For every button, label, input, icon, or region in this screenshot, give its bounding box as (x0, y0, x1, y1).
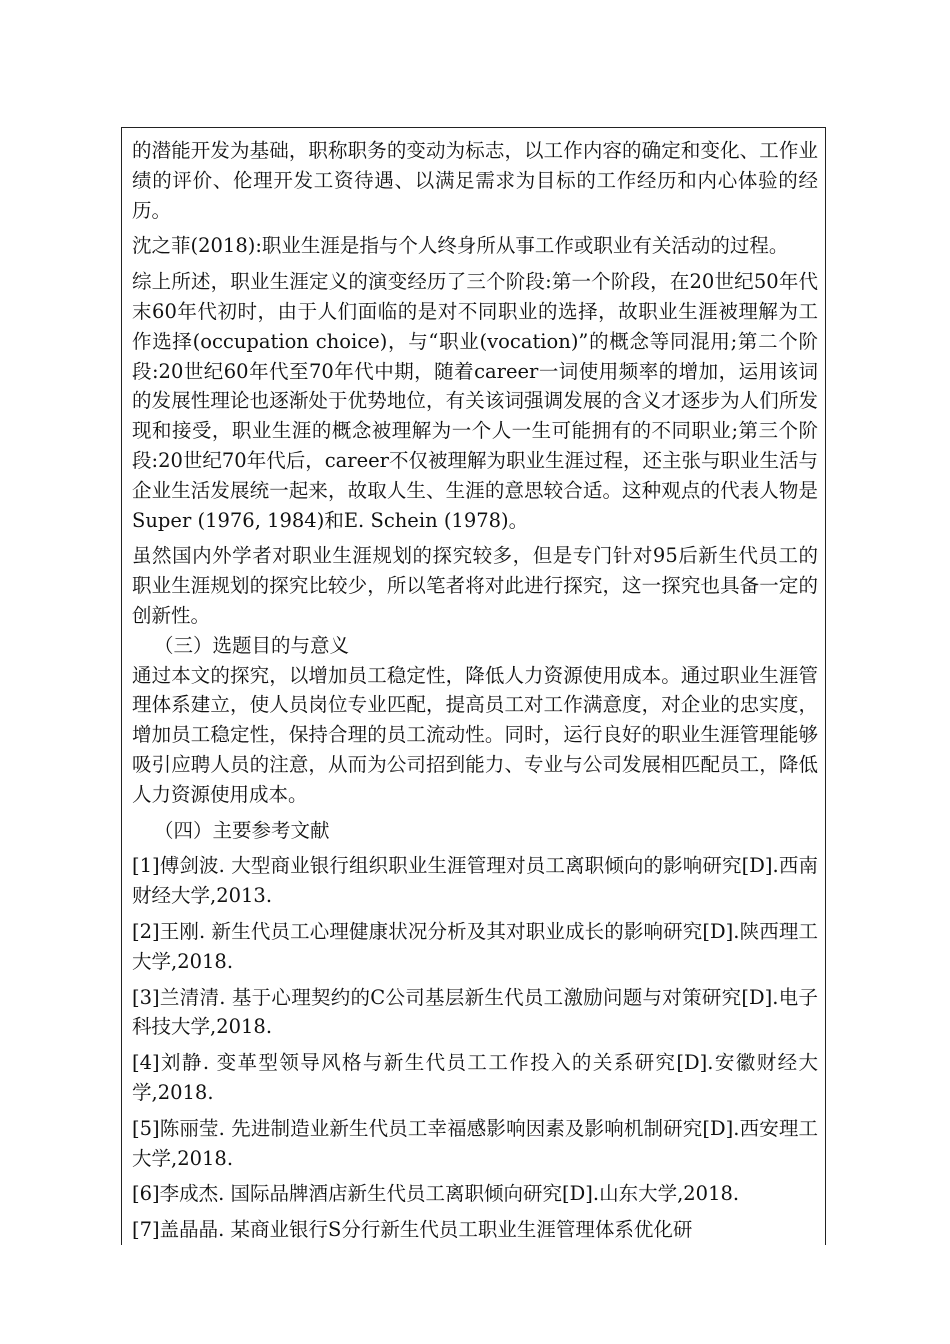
paragraph-shen-zhifei: 沈之菲(2018):职业生涯是指与个人终身所从事工作或职业有关活动的过程。 (132, 234, 789, 258)
reference-item: [7]盖晶晶. 某商业银行S分行新生代员工职业生涯管理体系优化研 (132, 1218, 693, 1242)
paragraph-career-definition-end: 的潜能开发为基础，职称职务的变动为标志，以工作内容的确定和变化、工作业绩的评价、伦理开发工资待遇、以满足需求为目标的工作经历和内心体验的经历。 (132, 139, 818, 222)
paragraph-innovation: 虽然国内外学者对职业生涯规划的探究较多，但是专门针对95后新生代员工的职业生涯规划的探究比较少，所以笔者将对此进行探究，这一探究也具备一定的创新性。 (132, 544, 818, 627)
reference-item: [6]李成杰. 国际品牌酒店新生代员工离职倾向研究[D].山东大学,2018. (132, 1182, 740, 1206)
reference-item: [2]王刚. 新生代员工心理健康状况分析及其对职业成长的影响研究[D].陕西理工大学,2018. (132, 919, 818, 973)
section-heading-references: （四）主要参考文献 (154, 818, 330, 842)
paragraph-summary-stages: 综上所述，职业生涯定义的演变经历了三个阶段:第一个阶段，在20世纪50年代末60年代初时，由于人们面临的是对不同职业的选择，故职业生涯被理解为工作选择(occupation choice)，与“职业(vocation)”的概念等同混用;第二个阶段:20世纪60年代至70年代中期，随着career一词使用频率的增加，运用该词的发展性理论也逐渐处于优势地位，有关该词强调发展的含义才逐步为人们所发现和接受，职业生涯的概念被理解为一个人一生可能拥有的不同职业;第三个阶段:20世纪70年代后，career不仅被理解为职业生涯过程，还主张与职业生活与企业生活发展统一起来，故取人生、生涯的意思较合适。这种观点的代表人物是Super (1976, 1984)和E. Schein (1978)。 (132, 270, 818, 532)
paragraph-purpose: 通过本文的探究，以增加员工稳定性，降低人力资源使用成本。通过职业生涯管理体系建立，使人员岗位专业匹配，提高员工对工作满意度，对企业的忠实度，增加员工稳定性，保持合理的员工流动性。同时，运行良好的职业生涯管理能够吸引应聘人员的注意，从而为公司招到能力、专业与公司发展相匹配员工，降低人力资源使用成本。 (132, 663, 818, 806)
reference-item: [4]刘静. 变革型领导风格与新生代员工工作投入的关系研究[D].安徽财经大学,2018. (132, 1051, 818, 1104)
reference-item: [5]陈丽莹. 先进制造业新生代员工幸福感影响因素及影响机制研究[D].西安理工大学,2018. (132, 1116, 818, 1170)
reference-item: [3]兰清清. 基于心理契约的C公司基层新生代员工激励问题与对策研究[D].电子科技大学,2018. (132, 985, 818, 1039)
document-frame (121, 127, 826, 1245)
reference-item: [1]傅剑波. 大型商业银行组织职业生涯管理对员工离职倾向的影响研究[D].西南财经大学,2013. (132, 854, 818, 908)
document-body (132, 136, 818, 1245)
section-heading-purpose: （三）选题目的与意义 (154, 633, 350, 657)
